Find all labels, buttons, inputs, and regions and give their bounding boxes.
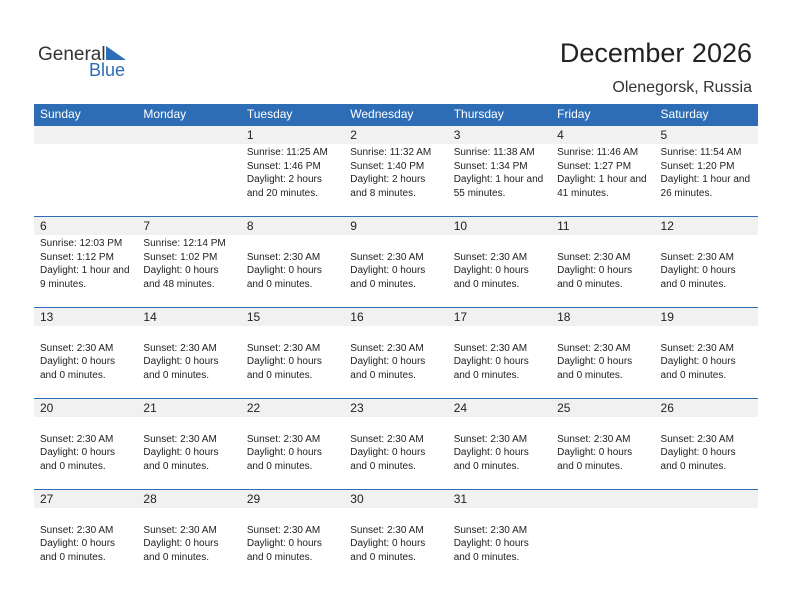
day-number: 9 [350, 219, 357, 233]
day-info [247, 419, 322, 473]
logo-blue-text: Blue [89, 60, 126, 80]
day-cell [344, 217, 447, 307]
day-info-line: and 0 minutes. [557, 278, 623, 290]
day-cell [655, 399, 758, 489]
day-info-line: Daylight: 0 hours [40, 356, 116, 367]
day-info-line: Sunset: 2:30 AM [453, 524, 528, 536]
day-cell [137, 399, 240, 489]
day-info-line: Sunset: 2:30 AM [350, 251, 424, 263]
day-info-line: Sunrise: 11:38 AM [453, 147, 535, 158]
day-info-line: and 0 minutes. [453, 460, 520, 472]
day-info-line [247, 419, 322, 433]
day-number: 4 [557, 128, 564, 142]
day-info-line: Daylight: 0 hours [453, 538, 529, 549]
day-info-line: Daylight: 0 hours [660, 356, 736, 367]
day-info-line: Sunset: 2:30 AM [246, 251, 321, 263]
day-info-line [557, 419, 632, 433]
day-cell [551, 217, 654, 307]
weekday-monday: Monday [143, 107, 187, 121]
day-info-line: Sunrise: 11:54 AM [660, 147, 742, 158]
day-info-line: and 0 minutes. [557, 460, 623, 472]
day-info-line: Sunset: 2:30 AM [40, 524, 114, 536]
day-info-line: Sunset: 2:30 AM [246, 433, 321, 445]
day-info [557, 419, 632, 473]
day-info [40, 510, 115, 564]
day-info-line: Daylight: 0 hours [143, 447, 219, 458]
day-number: 21 [143, 401, 157, 415]
day-info-line: Daylight: 0 hours [143, 356, 219, 367]
day-cell [448, 399, 551, 489]
day-info-line: Sunset: 2:30 AM [660, 251, 734, 263]
calendar-week [34, 125, 758, 216]
weekday-wednesday: Wednesday [350, 107, 414, 121]
day-number: 22 [246, 401, 261, 415]
day-info-line: Daylight: 0 hours [660, 265, 736, 276]
day-number: 3 [453, 128, 461, 142]
day-info-line: Sunset: 1:20 PM [660, 160, 735, 172]
day-info-line: Daylight: 2 hours [246, 174, 322, 185]
day-info-line: and 20 minutes. [246, 187, 319, 199]
day-cell [34, 490, 137, 580]
day-info-line: Sunset: 2:30 AM [557, 342, 631, 354]
day-info-line: Sunset: 2:30 AM [40, 433, 114, 445]
day-info-line: and 0 minutes. [246, 551, 313, 563]
day-number: 27 [40, 492, 54, 506]
day-number: 19 [660, 310, 674, 324]
day-info-line: Daylight: 0 hours [350, 265, 426, 276]
day-info-line: Sunset: 2:30 AM [557, 433, 631, 445]
day-info-line: Sunrise: 11:25 AM [246, 147, 328, 158]
calendar-grid [34, 104, 758, 580]
day-number: 24 [453, 401, 468, 415]
day-cell [448, 490, 551, 580]
day-cell [137, 490, 240, 580]
day-info [661, 419, 736, 473]
day-info [350, 328, 425, 382]
day-info-line: Daylight: 0 hours [453, 356, 529, 367]
day-info-line: Daylight: 1 hour and [40, 265, 130, 276]
day-info [454, 237, 529, 291]
day-info-line: and 0 minutes. [453, 278, 520, 290]
day-info [350, 237, 425, 291]
day-number: 10 [453, 219, 468, 233]
day-info-line: and 0 minutes. [40, 551, 106, 563]
day-info-line: Daylight: 0 hours [350, 447, 426, 458]
day-cell [34, 399, 137, 489]
weekday-thursday: Thursday [453, 107, 504, 121]
day-info-line: Sunrise: 12:14 PM [143, 238, 226, 249]
day-info-line: and 0 minutes. [350, 460, 416, 472]
day-info [661, 237, 736, 291]
day-cell [241, 490, 344, 580]
day-info-line [40, 328, 115, 342]
day-info-line [143, 419, 218, 433]
day-info [40, 419, 115, 473]
day-cell [551, 399, 654, 489]
day-info-line: Sunrise: 11:46 AM [557, 147, 639, 158]
day-info-line: Sunset: 2:30 AM [453, 251, 528, 263]
page-title: December 2026 [559, 38, 752, 68]
day-cell [448, 126, 551, 216]
day-info-line: Sunset: 1:27 PM [557, 160, 632, 172]
day-info-line: and 8 minutes. [350, 187, 416, 199]
day-info-line [350, 328, 425, 342]
day-info-line: Daylight: 0 hours [557, 265, 633, 276]
day-info-line: Sunset: 2:30 AM [350, 342, 424, 354]
calendar-week [34, 307, 758, 398]
day-info-line: and 0 minutes. [660, 369, 727, 381]
day-info-line: Daylight: 0 hours [246, 265, 322, 276]
day-cell [655, 217, 758, 307]
day-info-line: Daylight: 0 hours [453, 447, 529, 458]
day-info-line: and 0 minutes. [40, 460, 106, 472]
day-info [143, 510, 218, 564]
day-info-line: and 0 minutes. [350, 551, 416, 563]
day-info-line: Sunset: 2:30 AM [143, 524, 217, 536]
day-info-line [350, 237, 425, 251]
day-info-line: Daylight: 0 hours [246, 356, 322, 367]
day-info-line: Sunset: 1:02 PM [143, 251, 218, 263]
day-info-line: and 0 minutes. [350, 278, 416, 290]
weekday-header [34, 104, 758, 125]
day-number: 28 [143, 492, 157, 506]
day-cell [34, 308, 137, 398]
day-info-line: Daylight: 0 hours [453, 265, 529, 276]
calendar-week [34, 398, 758, 489]
day-info-line: and 0 minutes. [143, 551, 210, 563]
day-number: 30 [350, 492, 364, 506]
day-info-line: Sunset: 2:30 AM [143, 433, 217, 445]
day-cell [551, 308, 654, 398]
day-info [350, 146, 431, 200]
day-info [454, 328, 529, 382]
day-info [247, 146, 328, 200]
day-info-line [661, 237, 736, 251]
day-number: 17 [453, 310, 468, 324]
day-info-line [350, 419, 425, 433]
day-info-line: Daylight: 0 hours [40, 447, 116, 458]
day-info-line: Sunset: 1:12 PM [40, 251, 114, 263]
day-info [557, 146, 647, 200]
day-number: 25 [557, 401, 571, 415]
day-info-line: Daylight: 0 hours [350, 538, 426, 549]
weekday-friday: Friday [557, 107, 591, 121]
day-info-line [40, 510, 115, 524]
day-cell [241, 126, 344, 216]
day-info [143, 419, 218, 473]
day-cell [241, 217, 344, 307]
day-info-line: and 0 minutes. [246, 460, 313, 472]
day-info [454, 419, 529, 473]
day-number: 18 [557, 310, 571, 324]
day-info-line [143, 510, 218, 524]
day-number: 31 [453, 492, 468, 506]
calendar-week [34, 489, 758, 580]
day-cell [655, 126, 758, 216]
day-info-line: and 0 minutes. [557, 369, 623, 381]
day-info-line: Daylight: 0 hours [660, 447, 736, 458]
day-info-line: Sunrise: 11:32 AM [350, 147, 432, 158]
day-info-line: Sunset: 2:30 AM [660, 342, 734, 354]
day-info-line: Daylight: 0 hours [350, 356, 426, 367]
calendar-week [34, 216, 758, 307]
day-info-line: Daylight: 0 hours [557, 356, 633, 367]
day-info [40, 237, 130, 291]
day-info-line [40, 419, 115, 433]
day-cell [448, 308, 551, 398]
day-info-line: Daylight: 2 hours [350, 174, 426, 185]
day-info-line: Sunset: 1:40 PM [350, 160, 425, 172]
day-info-line: Daylight: 0 hours [246, 447, 322, 458]
day-cell [241, 308, 344, 398]
weekday-saturday: Saturday [660, 107, 709, 121]
day-cell [137, 126, 240, 216]
day-info [247, 328, 322, 382]
location-subtitle: Olenegorsk, Russia [612, 79, 752, 96]
day-cell [137, 308, 240, 398]
day-info-line [454, 328, 529, 342]
day-number: 23 [350, 401, 364, 415]
day-number: 1 [246, 128, 254, 142]
day-info-line [247, 237, 322, 251]
day-info-line: Sunset: 2:30 AM [350, 433, 424, 445]
day-number: 5 [660, 128, 668, 142]
day-info-line: Sunset: 2:30 AM [453, 433, 528, 445]
day-info-line [247, 510, 322, 524]
day-info-line: 26 minutes. [660, 187, 713, 199]
day-cell [34, 126, 137, 216]
day-info-line: 55 minutes. [453, 187, 506, 199]
day-info-line: Sunset: 2:30 AM [660, 433, 734, 445]
day-info-line: and 0 minutes. [246, 369, 313, 381]
day-info [247, 237, 322, 291]
day-number: 6 [40, 219, 47, 233]
day-cell [344, 399, 447, 489]
day-cell [344, 126, 447, 216]
day-info [143, 328, 218, 382]
day-info [557, 237, 632, 291]
day-info-line: Sunset: 1:34 PM [453, 160, 528, 172]
day-cell [655, 308, 758, 398]
day-number: 16 [350, 310, 364, 324]
day-info-line [454, 419, 529, 433]
day-number: 12 [660, 219, 674, 233]
day-info-line: Sunset: 2:30 AM [350, 524, 424, 536]
day-info-line: 41 minutes. [557, 187, 609, 199]
day-info-line [143, 328, 218, 342]
day-number: 14 [143, 310, 157, 324]
day-number: 2 [350, 128, 357, 142]
day-info-line [350, 510, 425, 524]
logo-general-text: General [38, 44, 106, 65]
day-cell [551, 126, 654, 216]
day-info-line: Daylight: 0 hours [143, 265, 219, 276]
day-cell [344, 490, 447, 580]
day-info [350, 419, 425, 473]
day-info-line [661, 328, 736, 342]
day-info-line: Sunset: 2:30 AM [557, 251, 631, 263]
day-info-line [557, 328, 632, 342]
day-cell [34, 217, 137, 307]
day-info [143, 237, 225, 291]
day-number: 20 [40, 401, 54, 415]
day-number: 13 [40, 310, 54, 324]
day-info-line: Sunset: 2:30 AM [143, 342, 217, 354]
day-info [454, 510, 529, 564]
day-info-line: 9 minutes. [40, 278, 87, 290]
day-info-line: Daylight: 0 hours [143, 538, 219, 549]
day-cell [551, 490, 654, 580]
day-info [661, 328, 736, 382]
day-info-line: and 0 minutes. [143, 460, 210, 472]
day-number: 26 [660, 401, 674, 415]
day-info-line: Sunset: 2:30 AM [246, 342, 321, 354]
day-info-line: and 0 minutes. [660, 460, 727, 472]
day-info-line: Daylight: 1 hour and [660, 174, 751, 185]
day-cell [655, 490, 758, 580]
day-info-line: Sunrise: 12:03 PM [40, 238, 123, 249]
day-info-line: Daylight: 0 hours [40, 538, 116, 549]
day-number: 8 [246, 219, 254, 233]
day-info-line: and 0 minutes. [660, 278, 727, 290]
day-info-line: Sunset: 2:30 AM [40, 342, 114, 354]
day-number: 7 [143, 219, 151, 233]
day-info-line: Daylight: 1 hour and [557, 174, 647, 185]
day-info-line [454, 510, 529, 524]
day-info-line: Sunset: 2:30 AM [246, 524, 321, 536]
day-info-line [661, 419, 736, 433]
day-cell [137, 217, 240, 307]
day-info-line [247, 328, 322, 342]
day-info-line: Daylight: 0 hours [246, 538, 322, 549]
weekday-tuesday: Tuesday [246, 107, 293, 121]
day-number: 15 [246, 310, 261, 324]
day-info-line: and 0 minutes. [350, 369, 416, 381]
day-info-line: Daylight: 0 hours [557, 447, 633, 458]
day-cell [241, 399, 344, 489]
weekday-sunday: Sunday [40, 107, 81, 121]
day-cell [448, 217, 551, 307]
day-info [454, 146, 544, 200]
day-info-line: and 0 minutes. [143, 369, 210, 381]
day-info-line: and 0 minutes. [453, 369, 520, 381]
day-info-line: Sunset: 1:46 PM [246, 160, 321, 172]
day-info-line: and 0 minutes. [40, 369, 106, 381]
day-info [661, 146, 751, 200]
day-info-line [454, 237, 529, 251]
day-info [40, 328, 115, 382]
day-info [247, 510, 322, 564]
logo-triangle-icon [106, 46, 126, 60]
day-number: 11 [557, 219, 570, 233]
day-info-line: and 0 minutes. [246, 278, 313, 290]
day-info [350, 510, 425, 564]
day-info [557, 328, 632, 382]
day-info-line: and 48 minutes. [143, 278, 215, 290]
day-info-line: Sunset: 2:30 AM [453, 342, 528, 354]
logo [38, 44, 138, 80]
day-info-line [557, 237, 632, 251]
day-info-line: Daylight: 1 hour and [453, 174, 544, 185]
day-cell [344, 308, 447, 398]
day-info-line: and 0 minutes. [453, 551, 520, 563]
day-number: 29 [246, 492, 261, 506]
